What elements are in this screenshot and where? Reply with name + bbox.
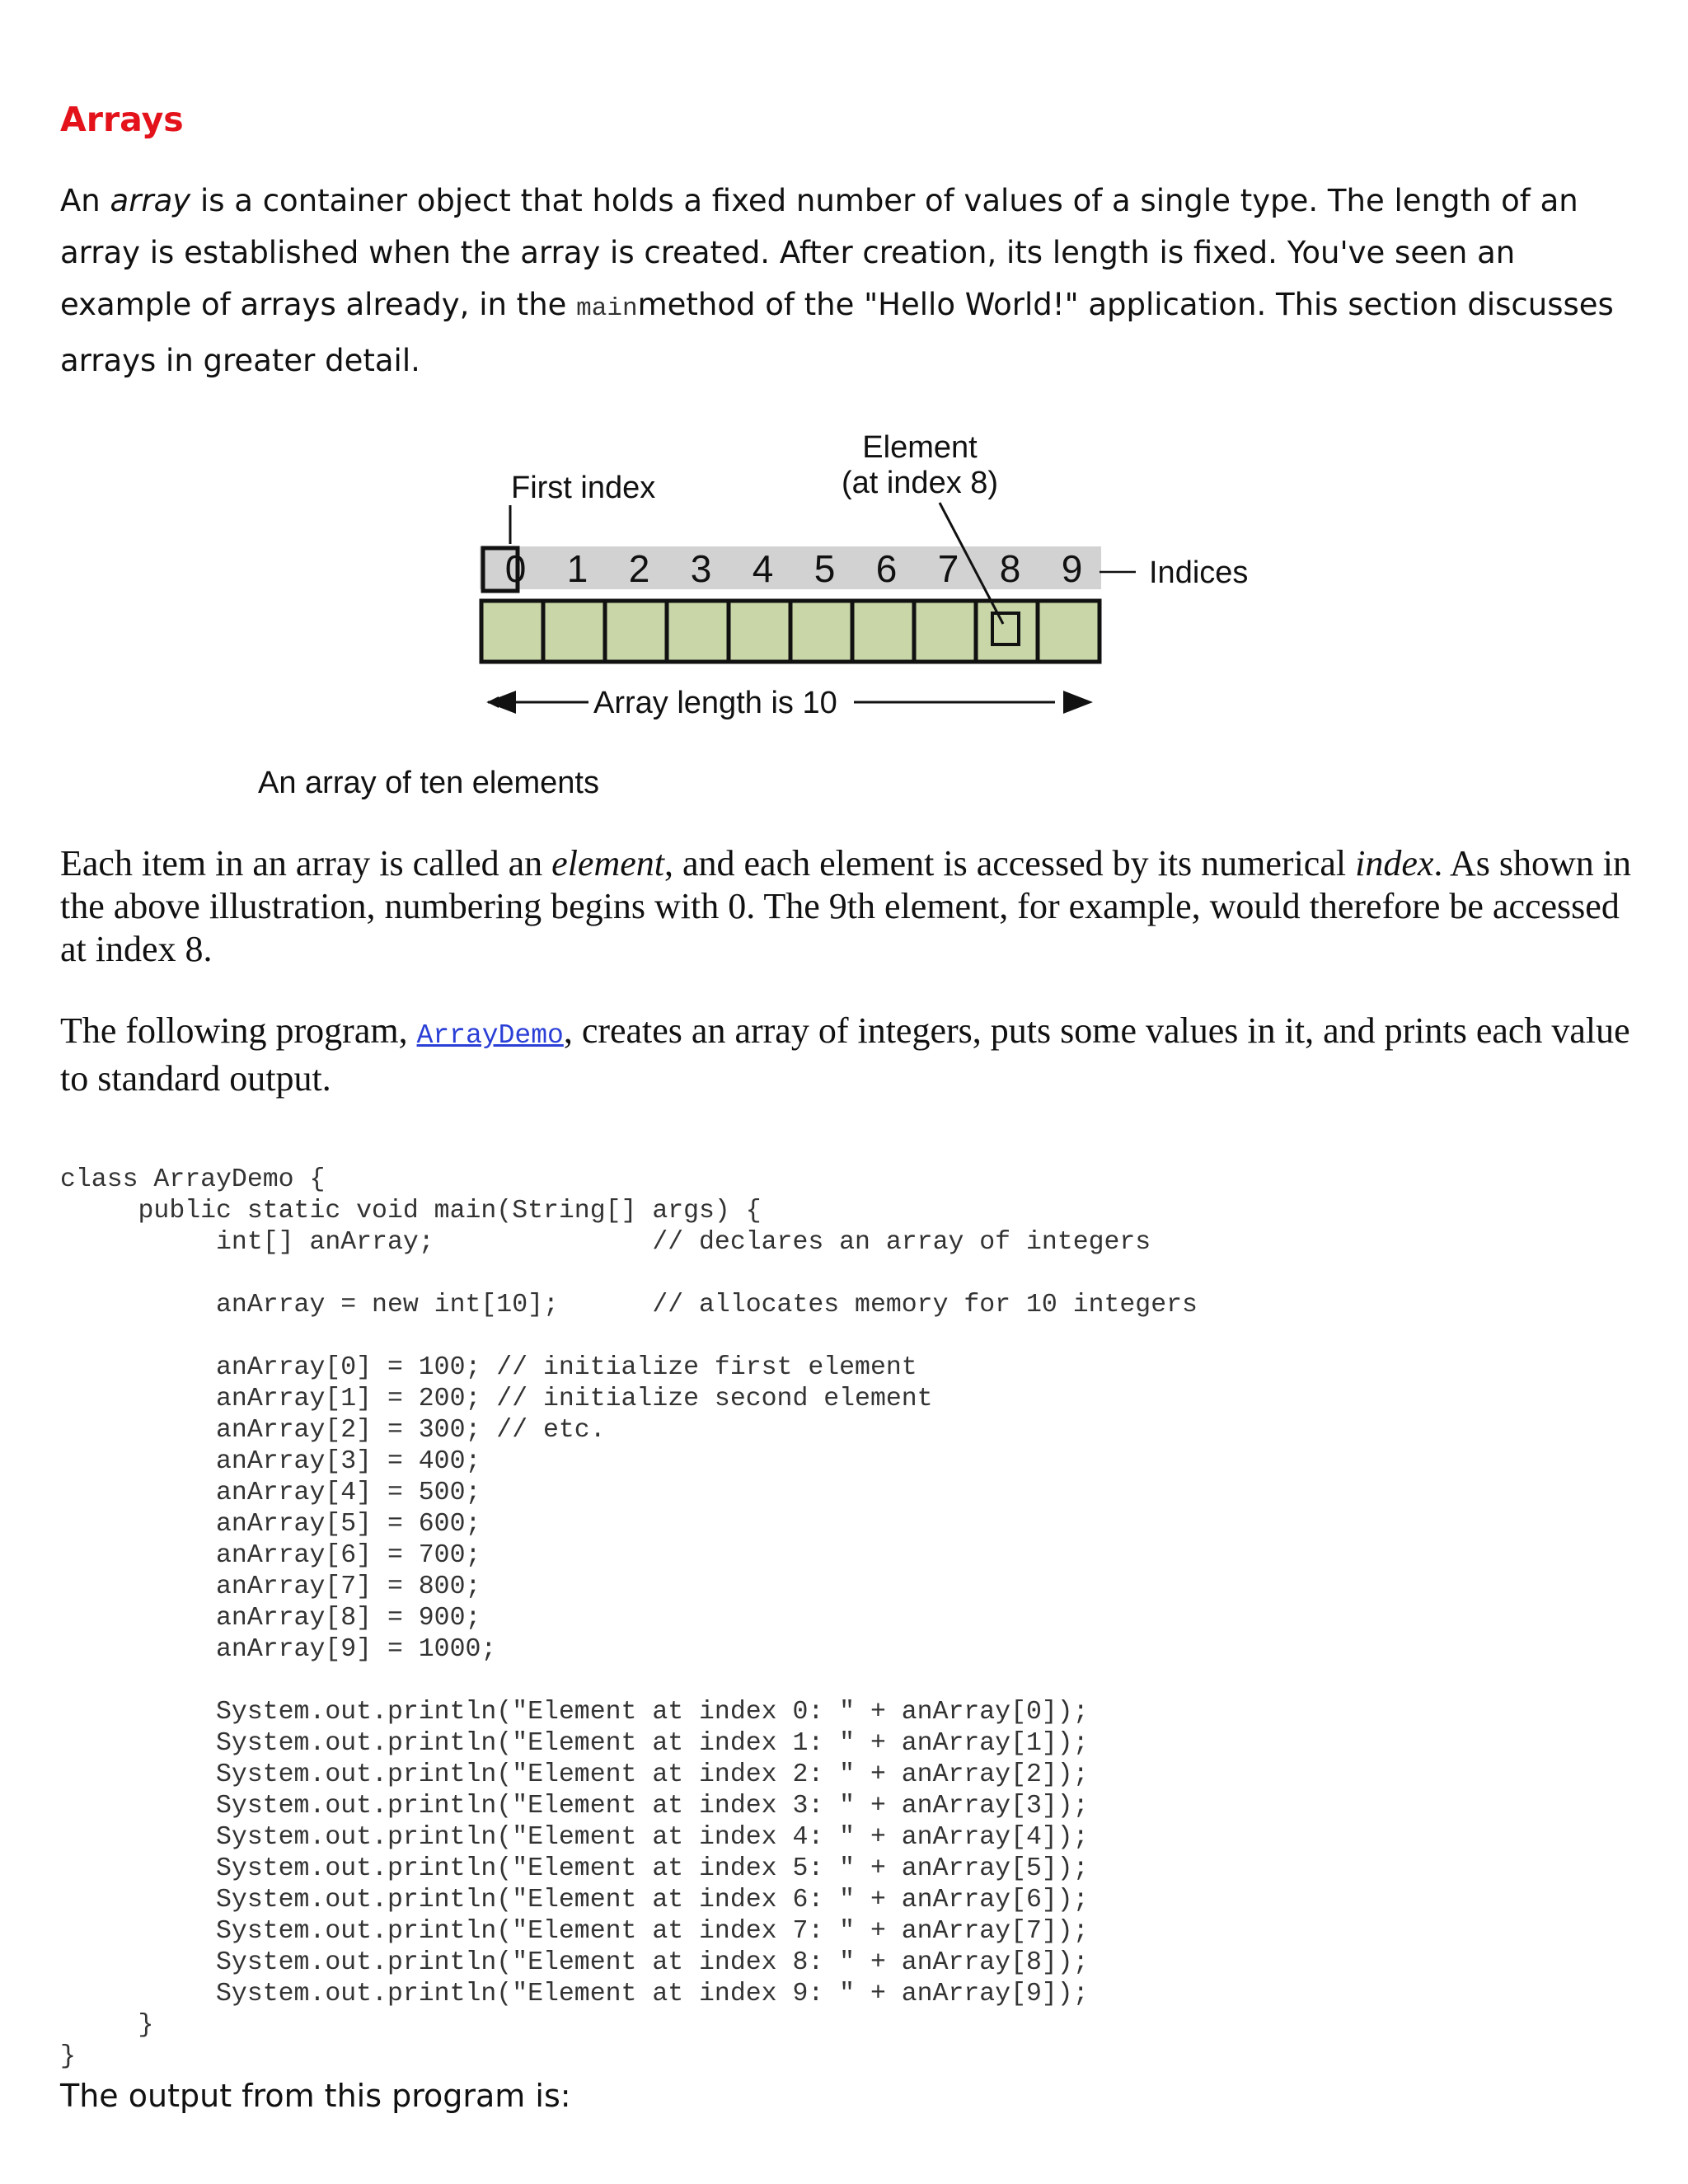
- code-line: }: [60, 2042, 76, 2071]
- para-text: , and each element is accessed by its numerical: [663, 843, 1356, 883]
- code-line: System.out.println("Element at index 0: " + anArray[0]);: [60, 1698, 1089, 1727]
- index-label: 4: [752, 547, 774, 590]
- array-cell: [914, 601, 976, 662]
- code-line: public static void main(String[] args) {: [60, 1197, 762, 1226]
- array-cells: [481, 601, 1100, 662]
- code-line: System.out.println("Element at index 5: " + anArray[5]);: [60, 1854, 1089, 1883]
- code-line: anArray[2] = 300; // etc.: [60, 1416, 606, 1445]
- code-line: anArray[3] = 400;: [60, 1447, 481, 1476]
- term-element: element: [551, 843, 664, 883]
- code-line: int[] anArray; // declares an array of integers: [60, 1228, 1151, 1257]
- array-length-label: Array length is 10: [593, 686, 837, 720]
- code-line: [60, 1321, 1198, 1352]
- code-line: anArray[5] = 600;: [60, 1510, 481, 1539]
- length-arrowhead-left: [486, 691, 516, 714]
- code-line: anArray[6] = 700;: [60, 1541, 481, 1570]
- figure-caption: An array of ten elements: [258, 766, 599, 800]
- array-cell: [729, 601, 790, 662]
- output-intro: The output from this program is:: [60, 2078, 571, 2114]
- inline-code-main: main: [576, 294, 638, 323]
- element-label-line2: (at index 8): [841, 466, 999, 500]
- program-paragraph: [60, 1010, 1643, 1100]
- intro-paragraph: [60, 175, 1643, 387]
- code-line: }: [60, 2011, 154, 2040]
- code-line: System.out.println("Element at index 8: " + anArray[8]);: [60, 1948, 1089, 1977]
- code-line: [60, 1666, 1198, 1697]
- array-cell: [543, 601, 605, 662]
- intro-text: is a container object that holds a fixed number of values of a single type. The length of an array is established when the array is created. After creation, its length is fixed. You've seen an example of arrays already, in the: [60, 183, 1578, 322]
- para-text: Each item in an array is called an: [60, 843, 552, 883]
- array-cell: [605, 601, 667, 662]
- array-cell: [1038, 601, 1100, 662]
- index-label: 3: [690, 547, 712, 590]
- intro-text: An: [60, 183, 110, 218]
- index-label: 2: [628, 547, 650, 590]
- code-line: anArray[4] = 500;: [60, 1479, 481, 1507]
- array-cell: [852, 601, 914, 662]
- index-label: 0: [504, 547, 527, 590]
- code-line: anArray[0] = 100; // initialize first element: [60, 1353, 917, 1382]
- para-text: The following program,: [60, 1010, 417, 1051]
- code-block: [60, 1165, 1198, 2073]
- index-label: 9: [1061, 547, 1083, 590]
- code-line: class ArrayDemo {: [60, 1165, 326, 1194]
- array-cell: [667, 601, 729, 662]
- code-line: [60, 1258, 1198, 1290]
- index-label: 7: [937, 547, 959, 590]
- index-label: 1: [566, 547, 588, 590]
- code-line: anArray[8] = 900;: [60, 1604, 481, 1633]
- indices-label: Indices: [1149, 555, 1249, 590]
- code-line: anArray[7] = 800;: [60, 1572, 481, 1601]
- code-line: System.out.println("Element at index 6: " + anArray[6]);: [60, 1886, 1089, 1915]
- code-line: anArray[1] = 200; // initialize second element: [60, 1385, 933, 1413]
- index-label: 5: [814, 547, 836, 590]
- code-line: anArray[9] = 1000;: [60, 1635, 497, 1664]
- code-line: System.out.println("Element at index 4: " + anArray[4]);: [60, 1823, 1089, 1852]
- term-array: array: [110, 183, 191, 218]
- array-cell: [976, 601, 1038, 662]
- para-text: , creates an array of integers, puts some values in it, and prints each value to standard output.: [60, 1010, 1630, 1099]
- array-cell: [481, 601, 543, 662]
- intro-text: method of the "Hello World!" application. This section discusses arrays in greater detail.: [60, 287, 1614, 378]
- term-index: index: [1355, 843, 1434, 883]
- code-line: System.out.println("Element at index 9: " + anArray[9]);: [60, 1980, 1089, 2008]
- array-diagram: [412, 412, 1286, 725]
- length-arrowhead-right: [1063, 691, 1093, 714]
- code-line: System.out.println("Element at index 7: " + anArray[7]);: [60, 1917, 1089, 1946]
- array-cell: [790, 601, 852, 662]
- code-line: System.out.println("Element at index 1: " + anArray[1]);: [60, 1729, 1089, 1758]
- code-line: System.out.println("Element at index 3: " + anArray[3]);: [60, 1792, 1089, 1821]
- code-line: anArray = new int[10]; // allocates memory for 10 integers: [60, 1291, 1198, 1319]
- arraydemo-link[interactable]: ArrayDemo: [416, 1020, 564, 1051]
- code-line: System.out.println("Element at index 2: " + anArray[2]);: [60, 1760, 1089, 1789]
- page-title: Arrays: [60, 100, 184, 139]
- element-paragraph: [60, 842, 1643, 971]
- para-text: . As shown in the above illustration, numbering begins with 0. The 9th element, for example, would therefore be accessed at index 8.: [60, 843, 1631, 969]
- first-index-label: First index: [511, 471, 656, 505]
- index-label: 6: [875, 547, 898, 590]
- index-label: 8: [999, 547, 1021, 590]
- element-label-line1: Element: [862, 430, 978, 465]
